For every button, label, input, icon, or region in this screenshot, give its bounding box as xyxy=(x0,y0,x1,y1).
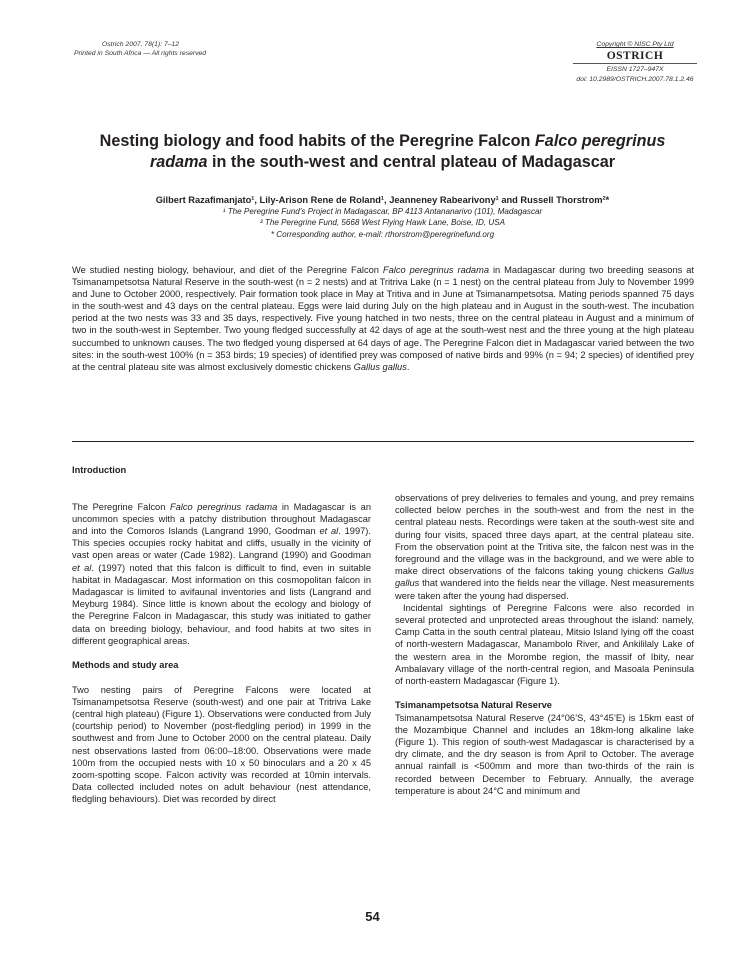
abstract-text-1: We studied nesting biology, behaviour, and diet of the Peregrine Falcon xyxy=(72,265,383,275)
study-site-paragraph: Tsimanampetsotsa Natural Reserve (24°06’S, 43°45’E) is 15km east of the Mozambique Channel and includes an 18km-long alkaline lake (Figure 1). This region of south-west Madagascar is characterised by a dry climate, and the dry season is from April to October. The average annual rainfall is <500mm and more than two-thirds of the rain is recorded between December to February. Annually, the average temperature is about 24°C and minimum and xyxy=(395,712,694,796)
doi-line[interactable]: doi: 10.2989/OSTRICH.2007.78.1.2.46 xyxy=(576,75,694,83)
title-text-2: in the south-west and central plateau of Madagascar xyxy=(207,153,616,171)
printed-line: Printed in South Africa — All rights reserved xyxy=(74,50,207,58)
methods-continued-paragraph xyxy=(395,492,694,602)
intro-text-d: . (1997) noted that this falcon is difficult to find, even in suitable habitat in Madagascar. Most information on this cosmopolitan falcon in Madagascar is limited to avifaunal inventories and lists (Langrand and Meyburg 1984). Since little is known about the ecology and biology of the Peregrine Falcon in Madagascar, this study was initiated to gather data on breeding biology, behaviour, and food habits at two sites in different geographical areas. xyxy=(72,562,372,646)
introduction-heading: Introduction xyxy=(72,465,127,475)
intro-etal-2: et al xyxy=(72,562,92,573)
abstract-text-2: in Madagascar during two breeding seasons at Tsimanampetsotsa Natural Reserve in the south-west (n = 2 nests) and at Tritriva Lake (n = 1 nest) on the central plateau from July to November 1999 and June to October 2000, respectively. Pair formation took place in May at Tritiva and in June at Tsimanampetsotsa. Mating periods spanned 75 days in the south-west and 43 days on the central plateau. Eggs were laid during July on the high plateau and in August in the south-west. The incubation period at the two nests was 33 and 35 days, respectively. Five young hatched in two nests, three on the central plateau in August and a minimum of two in the south-west in September. Two young fledged successfully at 42 days of age at the south-west nest and the three young at the high plateau succumbed to unknown causes. The two fledged young dispersed at 64 days of age. The Peregrine Falcon diet in Madagascar varied between the two sites: in the south-west 100% (n = 353 birds; 19 species) of identified prey was composed of native birds and 99% (n = 94; 2 species) of identified prey at the central plateau site was almost exclusively domestic chickens xyxy=(72,265,694,372)
methods-cont-text-a: observations of prey deliveries to females and young, and prey remains collected below perches in the south-west and from the nest in the central plateau nests. Recordings were taken at the south-west site and during four visits, spaced three days apart, at the central plateau site. From the observation point at the Tritiva site, the falcon nest was in the foreground and the village was in the background, and we were able to make direct observations of the falcons taking young chickens xyxy=(395,493,694,577)
methods-cont-text-b: that wandered into the fields near the village. Nest measurements were taken after the young had dispersed. xyxy=(395,578,694,601)
affiliation-2: ² The Peregrine Fund, 5668 West Flying Hawk Lane, Boise, ID, USA xyxy=(259,218,506,228)
author-list: Gilbert Razafimanjato¹, Lily-Arison Rene de Roland¹, Jeanneney Rabearivony¹ and Russell Thorstrom²* xyxy=(155,195,610,205)
article-title xyxy=(70,131,695,173)
intro-species: Falco peregrinus radama xyxy=(169,501,278,512)
eissn-line: EISSN 1727–947X xyxy=(606,66,664,74)
affiliations xyxy=(70,206,695,240)
title-species: Falco peregrinus radama xyxy=(149,132,666,171)
page-number: 54 xyxy=(365,909,380,924)
study-site-subheading: Tsimanampetsotsa Natural Reserve xyxy=(395,700,552,711)
sightings-paragraph: Incidental sightings of Peregrine Falcons were also recorded in several protected and unprotected areas throughout the island: namely, Camp Catta in the south central plateau, Mitsio Island lying off the coast of north-western Madagascar, Manambolo River, and Ankililaly Lake of the western area in the Morombe region, the massif of Ibity, near Ambalavary village of the north-central region, and Masoala Peninsula of north-eastern Madagascar (Figure 1). xyxy=(395,602,694,687)
affiliation-1: ¹ The Peregrine Fund’s Project in Madagascar, BP 4113 Antananarivo (101), Madagascar xyxy=(222,207,543,216)
intro-text-b: in Madagascar is an uncommon species with a patchy distribution throughout Madagascar and into the Comoros Islands (Langrand 1990, Goodman xyxy=(72,501,371,536)
methods-heading: Methods and study area xyxy=(72,660,179,671)
journal-logo: OSTRICH xyxy=(573,50,697,64)
methods-cont-species: Gallus gallus xyxy=(395,566,694,589)
citation-line: Ostrich 2007, 78(1): 7–12 xyxy=(102,41,180,48)
running-header-right xyxy=(555,40,715,84)
left-column xyxy=(72,464,371,806)
intro-text-a: The Peregrine Falcon xyxy=(72,501,170,512)
section-divider xyxy=(72,441,694,442)
abstract xyxy=(72,264,694,373)
introduction-paragraph xyxy=(72,501,371,647)
running-header-left xyxy=(74,40,274,59)
intro-text-c: . 1997). This species occupies rocky habitat and cliffs, usually in the vicinity of vast open areas or water (Cade 1982). Langrand (1990) and Goodman xyxy=(72,525,371,561)
methods-paragraph: Two nesting pairs of Peregrine Falcons were located at Tsimanampetsotsa Reserve (south-west) and one pair at Tritriva Lake (central high plateau) (Figure 1). Observations were conducted from July (courtship period) to November (post-fledgling period) in 1999 in the southwest and from June to October 2000 on the central plateau. Daily nest observations lasted from 06:00–18:00. Observations were made 100m from the occupied nests with 10 x 50 binoculars and a 20 x 45 zoom-spotting scope. Falcon activity was recorded at 10min intervals. Data collected included notes on adult behaviour (nest attendance, fledgling behaviours). Diet was recorded by direct xyxy=(72,684,371,805)
copyright-line: Copyright © NISC Pty Ltd xyxy=(596,41,674,48)
right-column xyxy=(395,492,694,797)
abstract-text-3: . xyxy=(406,361,410,372)
corresponding-author[interactable]: * Corresponding author, e-mail: rthorstrom@peregrinefund.org xyxy=(270,229,495,239)
abstract-species-1: Falco peregrinus radama xyxy=(382,265,490,275)
intro-etal-1: et al xyxy=(319,525,339,536)
abstract-species-2: Gallus gallus xyxy=(353,361,407,372)
title-text-1: Nesting biology and food habits of the Peregrine Falcon xyxy=(99,132,535,150)
